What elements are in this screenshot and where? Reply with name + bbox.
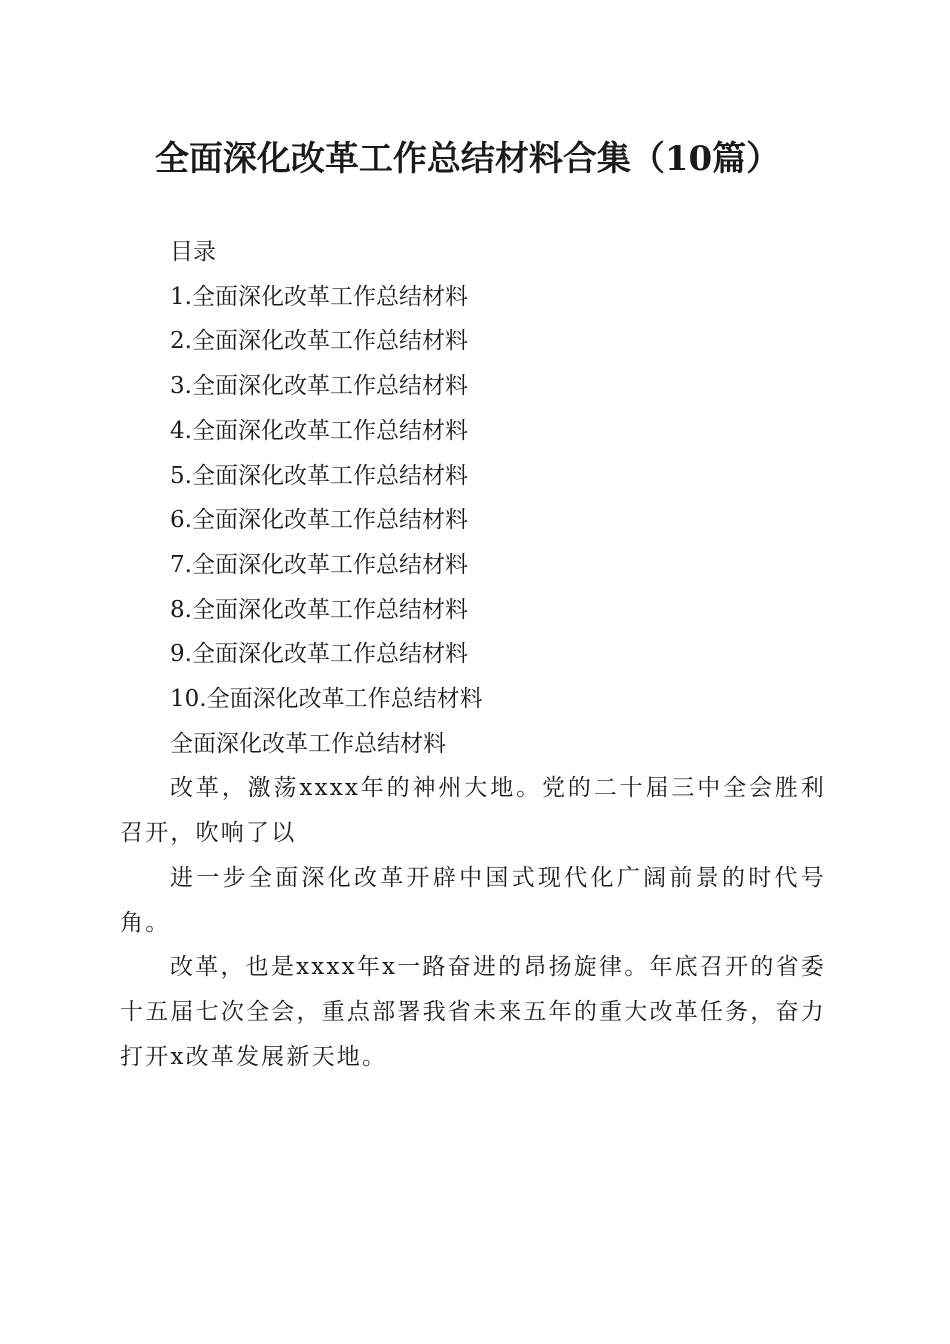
document-body xyxy=(120,230,826,1079)
toc-item: 9.全面深化改革工作总结材料 xyxy=(170,641,468,668)
toc-item: 8.全面深化改革工作总结材料 xyxy=(170,596,468,623)
toc-item: 10.全面深化改革工作总结材料 xyxy=(170,686,483,713)
body-paragraph: 改革，也是xxxx年x一路奋进的昂扬旋律。年底召开的省委十五届七次全会，重点部署我省未来五年的重大改革任务，奋力打开x改革发展新天地。 xyxy=(120,954,826,1070)
toc-item: 5.全面深化改革工作总结材料 xyxy=(170,462,468,489)
document-title: 全面深化改革工作总结材料合集（10篇） xyxy=(154,139,781,179)
toc-item: 1.全面深化改革工作总结材料 xyxy=(170,283,468,310)
body-paragraph: 进一步全面深化改革开辟中国式现代化广阔前景的时代号角。 xyxy=(120,864,826,936)
toc-item: 4.全面深化改革工作总结材料 xyxy=(170,417,468,444)
toc-item: 2.全面深化改革工作总结材料 xyxy=(170,328,468,355)
toc-item: 3.全面深化改革工作总结材料 xyxy=(170,373,468,400)
toc-item: 6.全面深化改革工作总结材料 xyxy=(170,507,468,534)
section-heading: 全面深化改革工作总结材料 xyxy=(170,730,446,757)
toc-item: 7.全面深化改革工作总结材料 xyxy=(170,551,468,578)
toc-heading: 目录 xyxy=(170,239,216,265)
body-paragraph: 改革，激荡xxxx年的神州大地。党的二十届三中全会胜利召开，吹响了以 xyxy=(120,775,826,847)
